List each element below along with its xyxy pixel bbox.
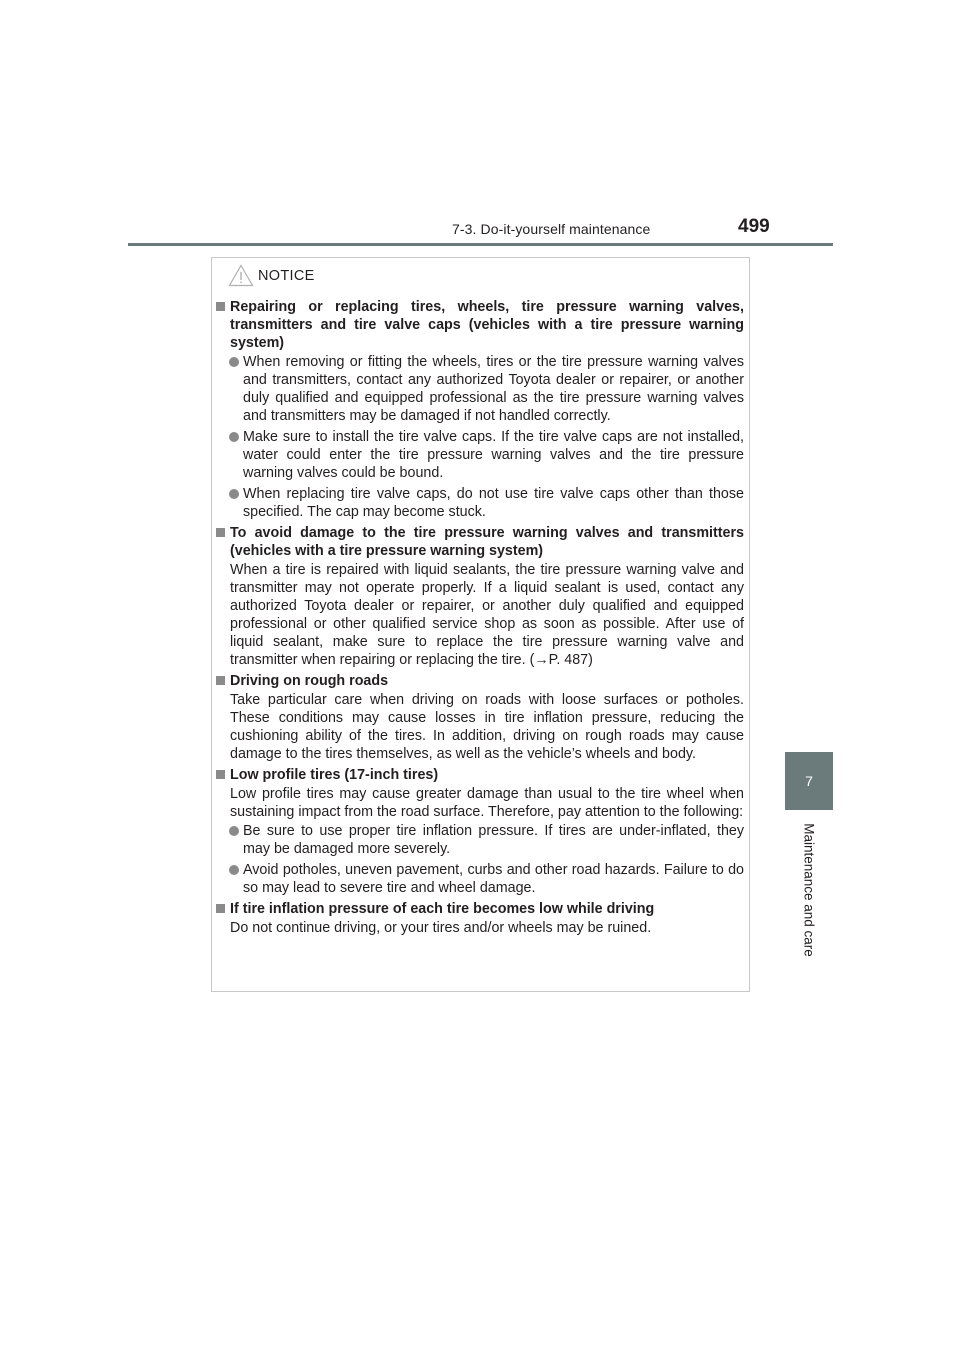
round-bullet-icon: [229, 357, 239, 367]
round-bullet-icon: [229, 865, 239, 875]
chapter-title-vertical: Maintenance and care: [801, 823, 817, 957]
square-bullet-icon: [216, 302, 225, 311]
chapter-number: 7: [805, 773, 813, 789]
notice-section: [216, 298, 744, 521]
round-bullet-icon: [229, 489, 239, 499]
section-title: To avoid damage to the tire pressure warning valves and transmitters (vehicles with a tire pressure warning system): [216, 524, 744, 560]
header-rule: [128, 243, 833, 246]
round-bullet-icon: [229, 826, 239, 836]
notice-section: [216, 900, 744, 937]
notice-header: [228, 264, 315, 287]
square-bullet-icon: [216, 676, 225, 685]
chapter-tab: [785, 752, 833, 810]
square-bullet-icon: [216, 528, 225, 537]
bullet-item: When replacing tire valve caps, do not use tire valve caps other than those specified. The cap may become stuck.: [216, 485, 744, 521]
bullet-item: Avoid potholes, uneven pavement, curbs and other road hazards. Failure to do so may lead to severe tire and wheel damage.: [216, 861, 744, 897]
square-bullet-icon: [216, 770, 225, 779]
notice-title: NOTICE: [258, 267, 315, 284]
section-paragraph: Do not continue driving, or your tires and/or wheels may be ruined.: [230, 920, 652, 936]
page-number: 499: [738, 216, 770, 237]
notice-content: [216, 298, 744, 940]
header-section-title: 7-3. Do-it-yourself maintenance: [452, 221, 651, 237]
section-title: Low profile tires (17-inch tires): [216, 766, 744, 784]
bullet-item: When removing or fitting the wheels, tires or the tire pressure warning valves and transmitters, contact any authorized Toyota dealer or repairer, or another duly qualified and equipped professional as the tire pressure warning valves and transmitters may be damaged if not handled correctly.: [216, 353, 744, 425]
section-paragraph: Take particular care when driving on roads with loose surfaces or potholes. These conditions may cause losses in tire inflation pressure, reducing the cushioning ability of the tires. In addition, driving on rough roads may cause damage to the tires themselves, as well as the vehicle’s wheels and body.: [230, 692, 744, 762]
section-title: Repairing or replacing tires, wheels, tire pressure warning valves, transmitters and tire valve caps (vehicles with a tire pressure warning system): [216, 298, 744, 352]
notice-section: [216, 766, 744, 897]
section-paragraph: Low profile tires may cause greater damage than usual to the tire wheel when sustaining impact from the road surface. Therefore, pay attention to the following:: [230, 786, 744, 820]
section-title: If tire inflation pressure of each tire becomes low while driving: [216, 900, 744, 918]
bullet-item: Make sure to install the tire valve caps. If the tire valve caps are not installed, water could enter the tire pressure warning valves and the tire pressure warning valves could be bound.: [216, 428, 744, 482]
notice-section: [216, 672, 744, 763]
section-paragraph: When a tire is repaired with liquid sealants, the tire pressure warning valve and transmitter may not operate properly. If a liquid sealant is used, contact any authorized Toyota dealer or repairer, or another duly qualified and equipped professional or other qualified service shop as soon as possible. After use of liquid sealant, make sure to replace the tire pressure warning valve and transmitter when repairing or replacing the tire. (→P. 487): [230, 562, 744, 668]
notice-section: [216, 524, 744, 669]
warning-triangle-icon: [228, 264, 254, 287]
square-bullet-icon: [216, 904, 225, 913]
bullet-item: Be sure to use proper tire inflation pressure. If tires are under-inflated, they may be damaged more severely.: [216, 822, 744, 858]
round-bullet-icon: [229, 432, 239, 442]
notice-box: [211, 257, 750, 992]
section-title: Driving on rough roads: [216, 672, 744, 690]
